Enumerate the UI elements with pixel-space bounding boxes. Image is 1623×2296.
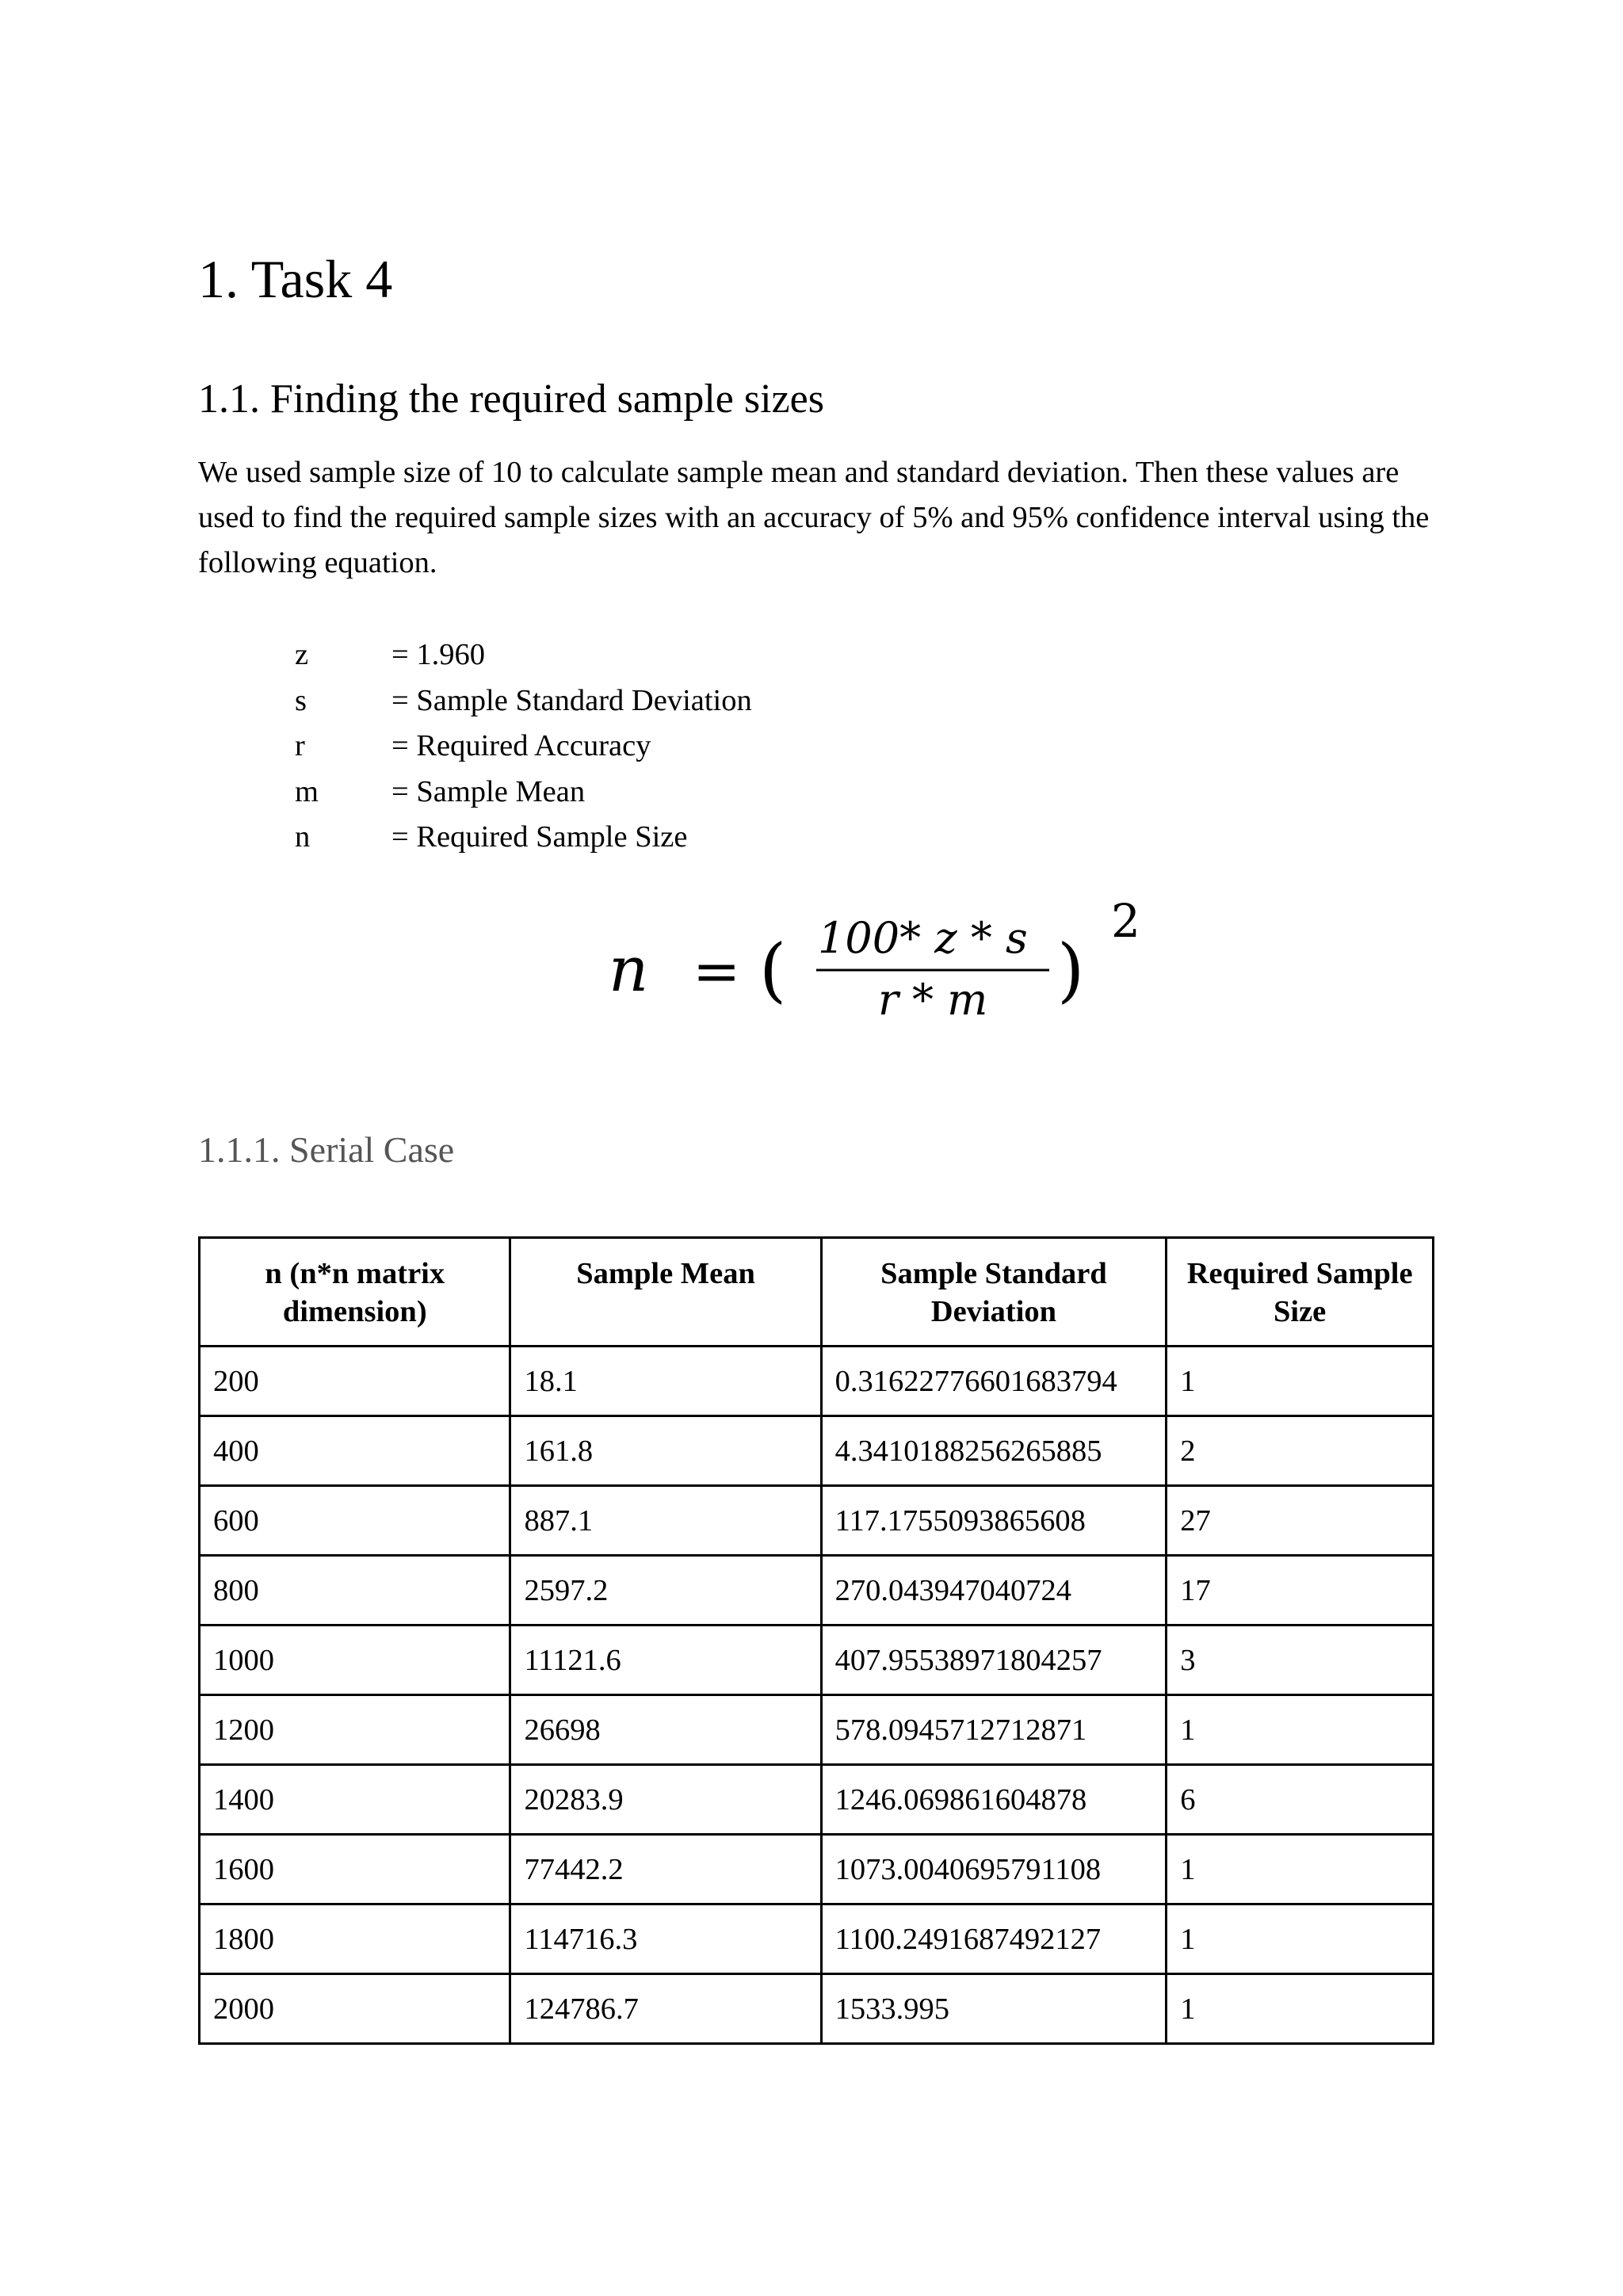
- formula-lhs: n: [609, 934, 649, 1006]
- formula-graphic: [609, 896, 1354, 1038]
- definition-row: [295, 678, 752, 724]
- table-cell: 0.31622776601683794: [821, 1347, 1167, 1416]
- section-heading: 1. Task 4: [198, 249, 393, 309]
- table-cell: 17: [1167, 1556, 1434, 1626]
- table-row: [200, 1835, 1434, 1904]
- table-cell: 1800: [200, 1904, 510, 1974]
- table-row: [200, 1765, 1434, 1835]
- formula-denominator: r * m: [878, 975, 988, 1025]
- table-row: [200, 1347, 1434, 1416]
- table-row: [200, 1486, 1434, 1556]
- table-row: [200, 1974, 1434, 2044]
- formula-open-paren: (: [759, 929, 787, 1010]
- column-header: Required Sample Size: [1167, 1238, 1434, 1347]
- table-cell: 1: [1167, 1974, 1434, 2044]
- table-row: [200, 1556, 1434, 1626]
- table-cell: 600: [200, 1486, 510, 1556]
- table-cell: 117.1755093865608: [821, 1486, 1167, 1556]
- definition-meaning: = Required Accuracy: [391, 729, 651, 762]
- intro-paragraph: We used sample size of 10 to calculate sample mean and standard deviation. Then these values are used to find the required sample sizes with an accuracy of 5% and 95% confidence interval using the following equation.: [198, 456, 1430, 579]
- table-cell: 124786.7: [510, 1974, 821, 2044]
- formula-exponent: 2: [1111, 896, 1140, 948]
- table-cell: 800: [200, 1556, 510, 1626]
- table-row: [200, 1626, 1434, 1695]
- table-cell: 18.1: [510, 1347, 821, 1416]
- table-cell: 887.1: [510, 1486, 821, 1556]
- table-row: [200, 1416, 1434, 1486]
- table-cell: 1: [1167, 1695, 1434, 1765]
- table-cell: 1073.0040695791108: [821, 1835, 1167, 1904]
- table-header-row: [200, 1238, 1434, 1347]
- sample-size-table: [198, 1236, 1434, 2045]
- definition-meaning: = Required Sample Size: [391, 820, 688, 854]
- table-cell: 6: [1167, 1765, 1434, 1835]
- definition-symbol: z: [295, 638, 309, 671]
- formula-equals: =: [693, 938, 741, 1004]
- definition-symbol: n: [295, 820, 311, 854]
- table-cell: 1: [1167, 1835, 1434, 1904]
- definition-meaning: = Sample Mean: [391, 774, 586, 808]
- sample-size-formula: [609, 896, 1354, 1038]
- formula-close-paren: ): [1057, 929, 1085, 1010]
- table-cell: 1000: [200, 1626, 510, 1695]
- table-cell: 4.3410188256265885: [821, 1416, 1167, 1486]
- table-cell: 400: [200, 1416, 510, 1486]
- definition-row: [295, 632, 752, 678]
- table-cell: 1200: [200, 1695, 510, 1765]
- table-cell: 77442.2: [510, 1835, 821, 1904]
- table-cell: 407.95538971804257: [821, 1626, 1167, 1695]
- table-cell: 1246.069861604878: [821, 1765, 1167, 1835]
- table-cell: 1: [1167, 1904, 1434, 1974]
- definition-row: [295, 724, 752, 770]
- definition-meaning: = 1.960: [391, 638, 485, 671]
- table-cell: 578.0945712712871: [821, 1695, 1167, 1765]
- table-cell: 2597.2: [510, 1556, 821, 1626]
- column-header: n (n*n matrix dimension): [200, 1238, 510, 1347]
- definition-symbol: m: [295, 774, 319, 808]
- table-cell: 2: [1167, 1416, 1434, 1486]
- definition-symbol: r: [295, 729, 305, 762]
- table-cell: 1400: [200, 1765, 510, 1835]
- table-cell: 26698: [510, 1695, 821, 1765]
- definition-row: [295, 815, 752, 861]
- table-cell: 1: [1167, 1347, 1434, 1416]
- table-cell: 1600: [200, 1835, 510, 1904]
- table-cell: 114716.3: [510, 1904, 821, 1974]
- column-header: Sample Standard Deviation: [821, 1238, 1167, 1347]
- column-header: Sample Mean: [510, 1238, 821, 1347]
- table-cell: 3: [1167, 1626, 1434, 1695]
- table-cell: 27: [1167, 1486, 1434, 1556]
- table-row: [200, 1904, 1434, 1974]
- formula-numerator: 100* z * s: [818, 913, 1028, 963]
- definition-row: [295, 770, 752, 816]
- table-row: [200, 1695, 1434, 1765]
- table-cell: 270.043947040724: [821, 1556, 1167, 1626]
- variable-definitions: [295, 632, 752, 861]
- definition-meaning: = Sample Standard Deviation: [391, 683, 752, 717]
- subsection-heading: 1.1. Finding the required sample sizes: [198, 376, 824, 422]
- table-cell: 200: [200, 1347, 510, 1416]
- table-cell: 1533.995: [821, 1974, 1167, 2044]
- serial-case-heading: 1.1.1. Serial Case: [198, 1129, 455, 1170]
- table-cell: 1100.2491687492127: [821, 1904, 1167, 1974]
- table-cell: 20283.9: [510, 1765, 821, 1835]
- table-cell: 161.8: [510, 1416, 821, 1486]
- definition-symbol: s: [295, 683, 307, 717]
- table-cell: 2000: [200, 1974, 510, 2044]
- table-cell: 11121.6: [510, 1626, 821, 1695]
